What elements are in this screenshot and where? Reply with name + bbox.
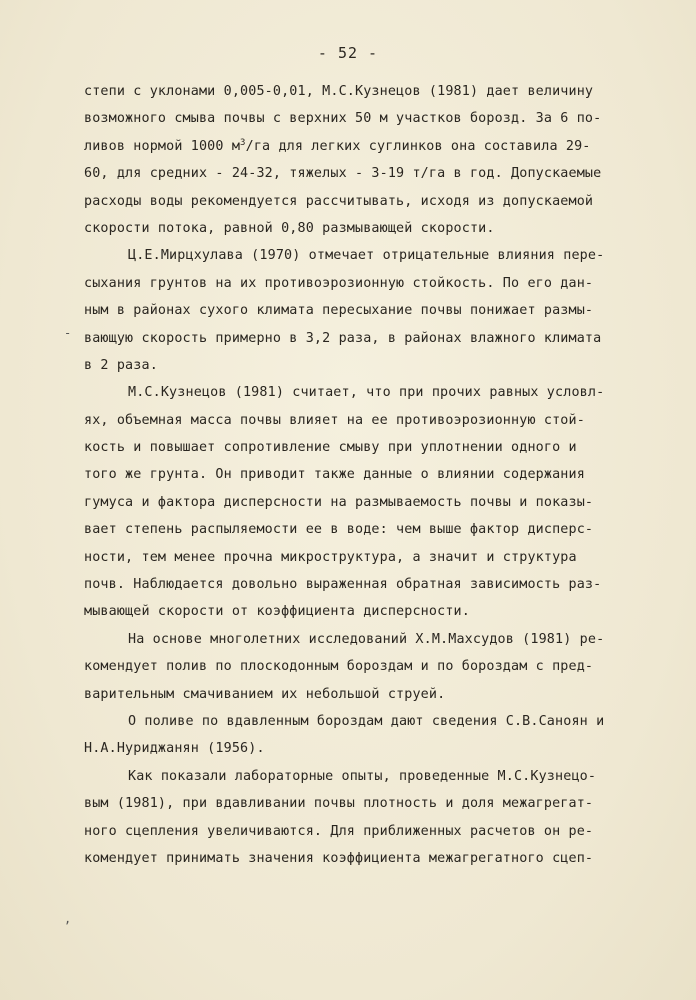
margin-tick-mark: ,	[64, 912, 72, 926]
page-number: - 52 -	[317, 44, 379, 62]
margin-dash-mark: -	[64, 326, 72, 340]
text-line: ях, объемная масса почвы влияет на ее противоэрозионную стой-	[84, 412, 585, 428]
text-line: кость и повышает сопротивление смыву при уплотнении одного и	[84, 440, 577, 456]
text-line: комендует принимать значения коэффициента межагрегатного сцеп-	[84, 850, 594, 866]
text-line: расходы воды рекомендуется рассчитывать, исходя из допускаемой	[84, 193, 594, 209]
text-line: вающую скорость примерно в 3,2 раза, в районах влажного климата	[84, 330, 602, 346]
paragraph-start-line: Как показали лабораторные опыты, проведенные М.С.Кузнецо-	[128, 768, 597, 784]
text-line: вым (1981), при вдавливании почвы плотность и доля межагрегат-	[84, 796, 594, 812]
text-line: мывающей скорости от коэффициента дисперсности.	[84, 604, 470, 620]
text-line: Н.А.Нуриджанян (1956).	[84, 741, 265, 757]
text-line: ливов нормой 1000 $м^3/га$ для легких суглинков она составила 29-	[84, 137, 591, 154]
superscript: 3	[240, 137, 246, 148]
paragraph-start-line: Ц.Е.Мирцхулава (1970) отмечает отрицательные влияния пере-	[128, 248, 605, 264]
text-line: комендует полив по плоскодонным бороздам и по бороздам с пред-	[84, 659, 594, 675]
text-line: почв. Наблюдается довольно выраженная обратная зависимость раз-	[84, 577, 602, 593]
paragraph-start-line: О поливе по вдавленным бороздам дают сведения С.В.Саноян и	[128, 713, 605, 729]
text-line: гумуса и фактора дисперсности на размываемость почвы и показы-	[84, 494, 594, 510]
text-line: 60, для средних - 24-32, тяжелых - 3-19 т/га в год. Допускаемые	[84, 166, 602, 182]
text-line: возможного смыва почвы с верхних 50 м участков борозд. За 6 по-	[84, 111, 602, 127]
text-line: ным в районах сухого климата пересыхание почвы понижает размы-	[84, 303, 594, 319]
body-text	[84, 78, 624, 872]
text-line: того же грунта. Он приводит также данные о влиянии содержания	[84, 467, 585, 483]
text-line: сыхания грунтов на их противоэрозионную стойкость. По его дан-	[84, 275, 594, 291]
paragraph-start-line: На основе многолетних исследований Х.М.Махсудов (1981) ре-	[128, 631, 605, 647]
text-line: вает степень распыляемости ее в воде: чем выше фактор дисперс-	[84, 522, 594, 538]
text-line: ного сцепления увеличиваются. Для приближенных расчетов он ре-	[84, 823, 594, 839]
text-line: в 2 раза.	[84, 357, 158, 373]
text-line: варительным смачиванием их небольшой струей.	[84, 686, 446, 702]
text-line: скорости потока, равной 0,80 размывающей скорости.	[84, 220, 495, 236]
text-line: ности, тем менее прочна микроструктура, а значит и структура	[84, 549, 577, 565]
paragraph-start-line: М.С.Кузнецов (1981) считает, что при прочих равных условл-	[128, 385, 605, 401]
text-line: степи с уклонами 0,005-0,01, М.С.Кузнецов (1981) дает величину	[84, 84, 594, 99]
